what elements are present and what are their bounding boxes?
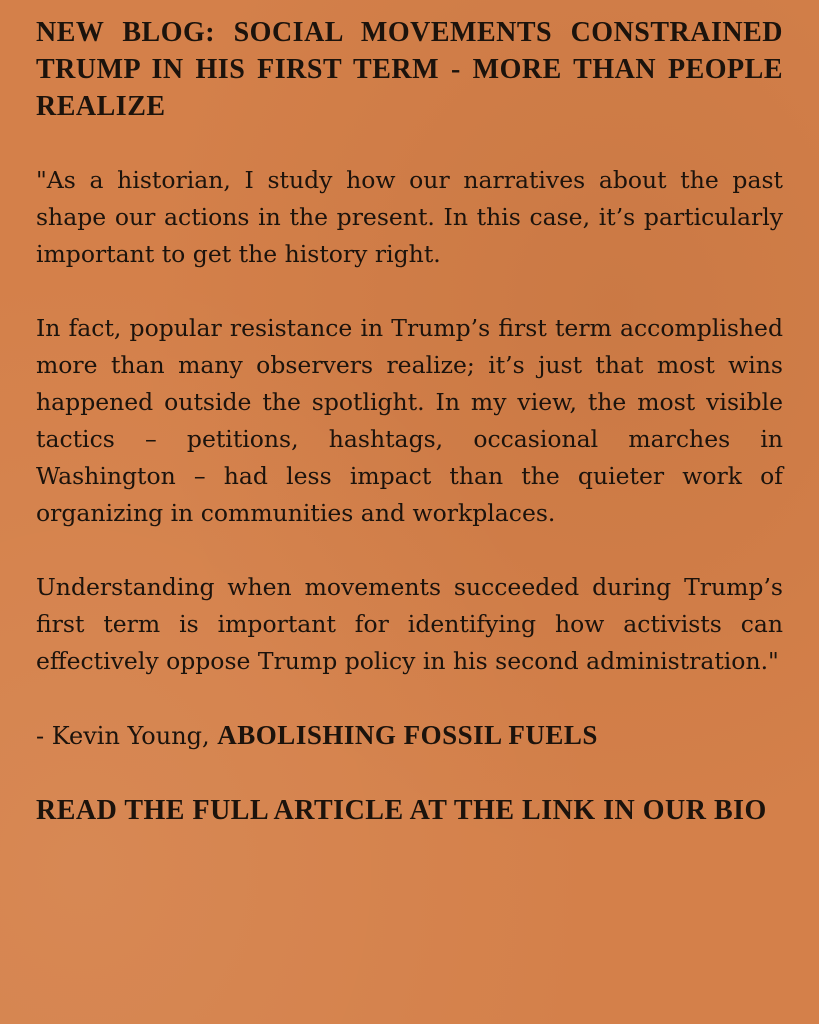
quote-paragraph-2: In fact, popular resistance in Trump’s first term accomplished more than many observers realize; it’s just that most wins happened outside the spotlight. In my view, the most visible tactics – petitions, hashtags, occasional marches in Washington – had less impact than the quieter work of organizing in communities and workplaces. [36, 314, 783, 527]
attribution [36, 717, 783, 755]
post-content [36, 14, 783, 829]
spacer [36, 273, 783, 310]
spacer [36, 532, 783, 569]
attribution-book-title: ABOLISHING FOSSIL FUELS [217, 720, 598, 750]
spacer [36, 755, 783, 792]
spacer [36, 125, 783, 162]
call-to-action: READ THE FULL ARTICLE AT THE LINK IN OUR BIO [36, 795, 767, 826]
headline: NEW BLOG: SOCIAL MOVEMENTS CONSTRAINED TRUMP IN HIS FIRST TERM - MORE THAN PEOPLE REALIZE [36, 17, 783, 122]
attribution-author: - Kevin Young, [36, 722, 218, 750]
spacer [36, 680, 783, 717]
quote-paragraph-1: "As a historian, I study how our narratives about the past shape our actions in the present. In this case, it’s particularly important to get the history right. [36, 166, 783, 268]
quote-paragraph-3: Understanding when movements succeeded during Trump’s first term is important for identifying how activists can effectively oppose Trump policy in his second administration." [36, 573, 783, 675]
